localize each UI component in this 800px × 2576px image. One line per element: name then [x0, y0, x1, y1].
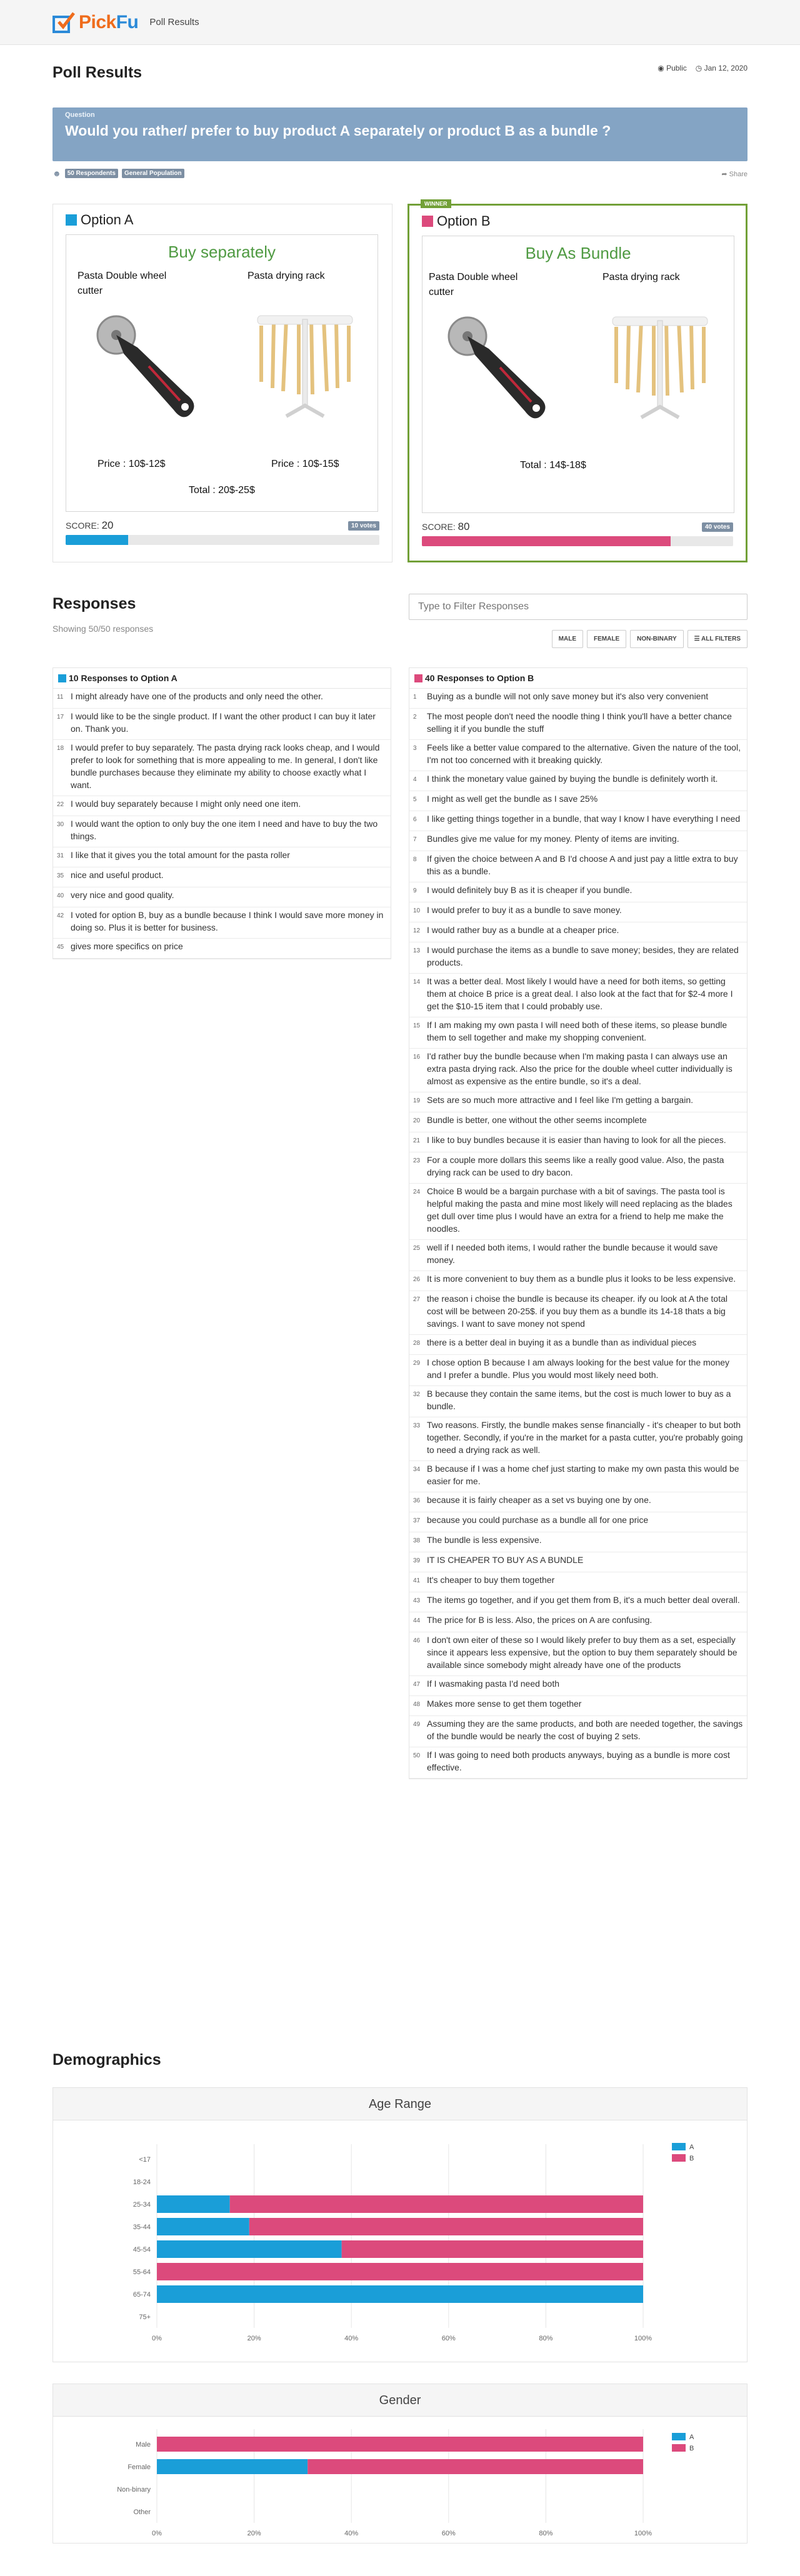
score-value: 20 [101, 519, 114, 531]
response-item [409, 1492, 747, 1512]
legend-label: B [689, 2155, 694, 2162]
x-tick-label: 60% [441, 2335, 456, 2342]
logo-fu: Fu [116, 11, 139, 32]
response-item [409, 974, 747, 1017]
x-tick-label: 0% [152, 2530, 162, 2537]
product-2-name: Pasta drying rack [602, 272, 680, 282]
filter-male-button[interactable]: MALE [552, 630, 583, 648]
response-item [409, 1017, 747, 1049]
drying-rack-image [249, 301, 361, 419]
response-text: Assuming they are the same products, and both are needed together, the savings of the bundle would be nearly the cost of buying 2 sets. [427, 1719, 743, 1741]
option-b-responses-header [409, 668, 747, 689]
response-item [409, 740, 747, 771]
response-item [409, 882, 747, 902]
response-number: 42 [57, 912, 64, 919]
score-value: 80 [458, 521, 470, 532]
product-1-name: Pasta Double wheel cutter [429, 272, 518, 297]
response-text: It's cheaper to buy them together [427, 1575, 555, 1585]
response-number: 6 [413, 816, 417, 823]
response-number: 44 [413, 1617, 421, 1624]
response-item [409, 1612, 747, 1632]
bar-segment-b [157, 2437, 643, 2452]
response-item [409, 942, 747, 974]
option-b-score-fill [422, 536, 671, 546]
clock-icon: ◷ [695, 64, 702, 72]
option-a-swatch [58, 674, 66, 682]
response-item [409, 1716, 747, 1747]
responses-count: Showing 50/50 responses [52, 624, 154, 634]
y-category-label: 75+ [139, 2314, 151, 2321]
response-text: I would want the option to only buy the one item I need and have to buy the two things. [71, 819, 378, 841]
response-item [409, 1335, 747, 1355]
option-b-response-list [409, 689, 747, 1779]
response-text: Sets are so much more attractive and I feel like I'm getting a bargain. [427, 1095, 693, 1105]
response-item [53, 867, 391, 887]
response-item [409, 1592, 747, 1612]
product-2-name: Pasta drying rack [248, 271, 325, 281]
response-text: For a couple more dollars this seems like a really good value. Also, the pasta drying rack can be used to dry bacon. [427, 1155, 724, 1177]
response-text: Buying as a bundle will not only save money but it's also very convenient [427, 691, 709, 701]
response-item [409, 922, 747, 942]
response-text: nice and useful product. [71, 870, 164, 880]
response-number: 21 [413, 1137, 421, 1144]
y-category-label: Non-binary [117, 2486, 151, 2494]
response-number: 41 [413, 1577, 421, 1584]
response-number: 43 [413, 1597, 421, 1604]
response-text: The most people don't need the noodle thing I think you'll have a better chance selling it if you bundle the stuff [427, 711, 732, 734]
option-b-score-bar [422, 536, 733, 546]
bar-segment-b [342, 2240, 643, 2258]
response-text: It is more convenient to buy them as a bundle plus it looks to be less expensive. [427, 1274, 736, 1284]
response-number: 11 [57, 694, 64, 701]
response-text: I would buy separately because I might only need one item. [71, 799, 301, 809]
response-item [409, 831, 747, 851]
option-a-card [52, 204, 392, 562]
response-item [409, 1461, 747, 1492]
response-text: I would prefer to buy it as a bundle to save money. [427, 905, 622, 915]
respondents-tag: 50 Respondents [65, 169, 118, 178]
response-text: Bundles give me value for my money. Plenty of items are inviting. [427, 834, 679, 844]
option-a-image[interactable] [66, 234, 378, 512]
responses-title: Responses [52, 595, 136, 612]
response-item [53, 796, 391, 816]
users-icon: ☻ [52, 169, 61, 178]
y-category-label: 35-44 [132, 2224, 151, 2231]
filter-female-button[interactable]: FEMALE [587, 630, 626, 648]
option-a-responses-title: 10 Responses to Option A [69, 673, 178, 683]
response-item [53, 816, 391, 847]
response-item [409, 791, 747, 811]
response-item [409, 1355, 747, 1386]
response-item [409, 1632, 747, 1676]
gender-chart [52, 2384, 748, 2544]
option-b-card [408, 201, 748, 562]
response-text: If I wasmaking pasta I'd need both [427, 1679, 560, 1689]
response-number: 16 [413, 1054, 421, 1061]
y-category-label: Female [128, 2464, 151, 2471]
response-number: 20 [413, 1117, 421, 1124]
bar-segment-b [308, 2459, 643, 2474]
legend-swatch [672, 2433, 686, 2440]
option-b-swatch [414, 674, 422, 682]
response-number: 49 [413, 1721, 421, 1728]
date-label: Jan 12, 2020 [704, 64, 748, 72]
bar-segment-a [157, 2218, 249, 2235]
response-item [409, 1532, 747, 1552]
response-text: I would purchase the items as a bundle to save money; besides, they are related products. [427, 945, 739, 967]
x-tick-label: 100% [634, 2530, 652, 2537]
option-b-votes: 40 votes [702, 522, 733, 532]
response-number: 48 [413, 1701, 421, 1708]
response-text: Makes more sense to get them together [427, 1699, 582, 1709]
option-b-score [422, 521, 470, 533]
response-number: 28 [413, 1340, 421, 1347]
response-number: 3 [413, 745, 417, 752]
response-number: 26 [413, 1276, 421, 1283]
response-text: The items go together, and if you get them from B, it's a much better deal overall. [427, 1595, 740, 1605]
response-number: 33 [413, 1422, 421, 1429]
winner-badge: WINNER [421, 199, 451, 208]
response-number: 5 [413, 796, 417, 803]
response-item [53, 847, 391, 867]
product-2-price: Price : 10$-15$ [271, 459, 339, 469]
response-item [53, 689, 391, 709]
option-a-image-title: Buy separately [168, 242, 276, 261]
option-a-header [66, 212, 379, 228]
bar-segment-a [157, 2285, 643, 2303]
total-price: Total : 14$-18$ [520, 460, 586, 471]
score-label: SCORE: [422, 522, 456, 532]
response-text: I like getting things together in a bundle, that way I know I have everything I need [427, 814, 741, 824]
response-number: 27 [413, 1296, 421, 1303]
option-a-response-list [53, 689, 391, 959]
product-1-price: Price : 10$-12$ [98, 459, 166, 469]
option-a-score-row [66, 519, 379, 532]
response-text: If I am making my own pasta I will need both of these items, so please bundle them to sell together and make my shopping convenient. [427, 1020, 728, 1042]
response-number: 19 [413, 1097, 421, 1104]
response-number: 17 [57, 714, 64, 721]
top-bar [0, 0, 800, 45]
y-category-label: 25-34 [132, 2201, 151, 2209]
option-a-swatch [66, 214, 77, 226]
option-b-label: Option B [437, 213, 491, 229]
response-text: The price for B is less. Also, the prices on A are confusing. [427, 1615, 652, 1625]
response-item [409, 811, 747, 831]
share-label: Share [729, 171, 748, 178]
option-b-score-row [422, 521, 733, 533]
response-item [409, 709, 747, 740]
option-a-responses-header [53, 668, 391, 689]
option-b-image[interactable] [422, 236, 734, 513]
response-text: I might already have one of the products and only need the other. [71, 691, 323, 701]
option-a-label: Option A [81, 212, 134, 227]
response-number: 36 [413, 1497, 421, 1504]
page-title: Poll Results [52, 64, 142, 81]
response-text: I like to buy bundles because it is easier than having to look for all the pieces. [427, 1135, 726, 1145]
y-category-label: 18-24 [132, 2179, 151, 2186]
response-text: I might as well get the bundle as I save 25% [427, 794, 598, 804]
age-chart-title: Age Range [53, 2088, 747, 2120]
response-text: I chose option B because I am always looking for the best value for the money and I prefer a bundle. Plus you would most likely need both. [427, 1357, 730, 1380]
x-tick-label: 60% [441, 2530, 456, 2537]
date [696, 64, 748, 72]
response-number: 30 [57, 821, 64, 828]
response-text: I like that it gives you the total amount for the pasta roller [71, 850, 290, 860]
response-item [53, 887, 391, 907]
population-tag: General Population [122, 169, 184, 178]
response-number: 34 [413, 1466, 421, 1473]
response-text: B because if I was a home chef just starting to make my own pasta this would be easier for me. [427, 1464, 739, 1486]
response-number: 8 [413, 856, 417, 863]
response-number: 14 [413, 979, 421, 986]
response-text: I would definitely buy B as it is cheaper if you bundle. [427, 885, 632, 895]
response-item [409, 1512, 747, 1532]
y-category-label: 45-54 [132, 2246, 151, 2254]
response-number: 12 [413, 927, 421, 934]
response-item [409, 771, 747, 791]
response-number: 37 [413, 1517, 421, 1524]
product-1-name: Pasta Double wheel cutter [78, 271, 167, 296]
option-a-votes: 10 votes [348, 521, 379, 531]
x-tick-label: 20% [247, 2335, 261, 2342]
response-item [409, 1112, 747, 1132]
y-category-label: 65-74 [132, 2291, 151, 2299]
response-text: If given the choice between A and B I'd choose A and just pay a little extra to buy this as a bundle. [427, 854, 738, 876]
demographics-title: Demographics [52, 2051, 161, 2069]
response-text: IT IS CHEAPER TO BUY AS A BUNDLE [427, 1555, 584, 1565]
bar-segment-b [230, 2195, 643, 2213]
response-number: 2 [413, 714, 417, 721]
response-item [409, 689, 747, 709]
response-item [409, 1092, 747, 1112]
response-text: I would rather buy as a bundle at a cheaper price. [427, 925, 619, 935]
logo-mark-icon [52, 12, 75, 33]
response-number: 18 [57, 745, 64, 752]
response-text: there is a better deal in buying it as a bundle than as individual pieces [427, 1337, 697, 1347]
response-text: the reason i choise the bundle is because its cheaper. ify ou look at A the total cost will be between 20-25$. if you buy them as a bundle its 14-18 thats a big savings. I want to save money not spend [427, 1294, 728, 1329]
logo-pick: Pick [79, 11, 116, 32]
response-number: 45 [57, 944, 64, 951]
bar-segment-b [249, 2218, 643, 2235]
total-price: Total : 20$-25$ [189, 485, 255, 496]
response-item [53, 740, 391, 796]
response-text: I would like to be the single product. If I want the other product I can buy it later on. Thank you. [71, 711, 376, 734]
bar-segment-b [157, 2263, 643, 2280]
gender-chart-svg [53, 2417, 747, 2543]
option-a-score [66, 519, 114, 532]
response-number: 13 [413, 947, 421, 954]
response-number: 46 [413, 1637, 421, 1644]
response-text: because you could purchase as a bundle all for one price [427, 1515, 649, 1525]
filter-responses-input[interactable] [409, 594, 748, 620]
all-filters-button[interactable] [688, 630, 748, 648]
response-item [409, 902, 747, 922]
y-category-label: 55-64 [132, 2269, 151, 2276]
response-item [53, 907, 391, 939]
share-button[interactable] [721, 170, 748, 178]
response-text: It was a better deal. Most likely I would have a need for both items, so getting them at choice B price is a great deal. I also look at the fact that for $2-4 more I get the $10-15 item that I could probably use. [427, 976, 733, 1011]
pickfu-logo[interactable] [52, 12, 138, 33]
response-number: 38 [413, 1537, 421, 1544]
response-number: 47 [413, 1681, 421, 1688]
response-number: 35 [57, 872, 64, 879]
legend-swatch [672, 2154, 686, 2162]
response-item [409, 1240, 747, 1271]
legend-label: B [689, 2445, 694, 2452]
option-b-responses [409, 667, 748, 1779]
response-number: 29 [413, 1360, 421, 1367]
response-text: Bundle is better, one without the other seems incomplete [427, 1115, 647, 1125]
y-category-label: Other [133, 2509, 151, 2516]
response-number: 31 [57, 852, 64, 859]
filter-buttons [552, 630, 748, 648]
option-b-header [422, 213, 733, 229]
age-range-chart [52, 2087, 748, 2362]
question-label: Question [65, 111, 95, 119]
option-b-responses-title: 40 Responses to Option B [425, 673, 534, 683]
response-number: 10 [413, 907, 421, 914]
response-number: 24 [413, 1189, 421, 1196]
question-text: Would you rather/ prefer to buy product A separately or product B as a bundle ? [65, 122, 611, 139]
bar-segment-a [157, 2459, 308, 2474]
response-text: Feels like a better value compared to the alternative. Given the nature of the tool, I'm not too concerned with it breaking quickly. [427, 742, 741, 765]
response-item [409, 1386, 747, 1417]
option-b-image-title: Buy As Bundle [525, 244, 631, 262]
x-tick-label: 0% [152, 2335, 162, 2342]
response-item [53, 939, 391, 959]
x-tick-label: 100% [634, 2335, 652, 2342]
response-item [409, 1676, 747, 1696]
option-b-swatch [422, 216, 433, 227]
response-number: 32 [413, 1391, 421, 1398]
response-item [409, 1291, 747, 1335]
response-item [409, 1417, 747, 1461]
response-number: 15 [413, 1022, 421, 1029]
response-number: 22 [57, 801, 64, 808]
response-text: I would prefer to buy separately. The pasta drying rack looks cheap, and I would prefer to look for something that is more appealing to me. In general, I don't like bundle purchases because they eliminate my ability to choose exactly what I want. [71, 742, 380, 790]
response-text: I'd rather buy the bundle because when I'm making pasta I can always use an extra pasta drying rack. Also the price for the double wheel cutter individually is almost as expensive as the entire bundle, so it's a deal. [427, 1051, 732, 1086]
audience-tags [52, 169, 184, 178]
response-item [409, 1572, 747, 1592]
response-text: I don't own eiter of these so I would likely prefer to buy them as a set, especially since it appears less expensive, but the option to buy them separately should be available since somebody might already have one of the products [427, 1635, 738, 1670]
x-tick-label: 20% [247, 2530, 261, 2537]
response-text: because it is fairly cheaper as a set vs buying one by one. [427, 1495, 651, 1505]
response-number: 39 [413, 1557, 421, 1564]
response-text: I think the monetary value gained by buying the bundle is definitely worth it. [427, 774, 718, 784]
y-category-label: <17 [139, 2156, 151, 2164]
all-filters-label: ALL FILTERS [701, 636, 741, 642]
bar-segment-a [157, 2240, 342, 2258]
share-icon: ➦ [721, 171, 728, 178]
response-item [409, 1132, 747, 1152]
legend-label: A [689, 2144, 694, 2151]
response-item [409, 1696, 747, 1716]
x-tick-label: 80% [539, 2335, 553, 2342]
gender-chart-title: Gender [53, 2384, 747, 2417]
drying-rack-image [604, 302, 716, 421]
response-number: 7 [413, 836, 417, 843]
response-number: 9 [413, 887, 417, 894]
response-number: 1 [413, 694, 417, 701]
response-item [409, 1747, 747, 1779]
response-number: 50 [413, 1752, 421, 1759]
response-text: gives more specifics on price [71, 941, 183, 951]
legend-swatch [672, 2143, 686, 2150]
response-text: The bundle is less expensive. [427, 1535, 542, 1545]
pasta-cutter-image [431, 305, 556, 430]
legend-swatch [672, 2444, 686, 2452]
option-a-responses [52, 667, 391, 959]
response-text: very nice and good quality. [71, 890, 174, 900]
response-text: well if I needed both items, I would rather the bundle because it would save money. [427, 1242, 718, 1265]
option-a-score-bar [66, 535, 379, 545]
response-number: 4 [413, 776, 417, 783]
y-category-label: Male [136, 2441, 151, 2449]
response-text: Choice B would be a bargain purchase with a bit of savings. The pasta tool is helpful making the pasta and mine most likely will need replacing as the blades get dull over time plus I would have an extra for a friend to help me make the noodles. [427, 1186, 732, 1234]
response-text: If I was going to need both products anyways, buying as a bundle is more cost effective. [427, 1750, 730, 1772]
response-item [409, 1271, 747, 1291]
visibility-label: Public [666, 64, 687, 72]
response-number: 23 [413, 1157, 421, 1164]
poll-meta [658, 64, 748, 72]
response-number: 40 [57, 892, 64, 899]
visibility [658, 64, 687, 72]
question-box [52, 107, 748, 161]
response-text: I voted for option B, buy as a bundle because I think I would save more money in doing so. Plus it is better for business. [71, 910, 384, 932]
response-item [53, 709, 391, 740]
age-chart-svg [53, 2120, 747, 2362]
legend-label: A [689, 2434, 694, 2441]
response-item [409, 1552, 747, 1572]
filter-nonbinary-button[interactable]: NON-BINARY [630, 630, 684, 648]
response-item [409, 1049, 747, 1092]
response-item [409, 1152, 747, 1184]
x-tick-label: 80% [539, 2530, 553, 2537]
score-label: SCORE: [66, 521, 99, 531]
nav-poll-results[interactable]: Poll Results [149, 17, 199, 27]
x-tick-label: 40% [344, 2335, 359, 2342]
response-text: Two reasons. Firstly, the bundle makes sense financially - it's cheaper to but both together. Secondly, if you're in the market for a pasta cutter, you're probably going to need a drying rack as well. [427, 1420, 743, 1455]
pasta-cutter-image [80, 304, 205, 429]
response-item [409, 1184, 747, 1240]
filter-icon: ☰ [694, 636, 700, 642]
x-tick-label: 40% [344, 2530, 359, 2537]
response-text: B because they contain the same items, but the cost is much lower to buy as a bundle. [427, 1389, 731, 1411]
response-number: 25 [413, 1245, 421, 1252]
option-a-score-fill [66, 535, 128, 545]
response-item [409, 851, 747, 882]
globe-icon: ◉ [658, 64, 664, 72]
bar-segment-a [157, 2195, 230, 2213]
